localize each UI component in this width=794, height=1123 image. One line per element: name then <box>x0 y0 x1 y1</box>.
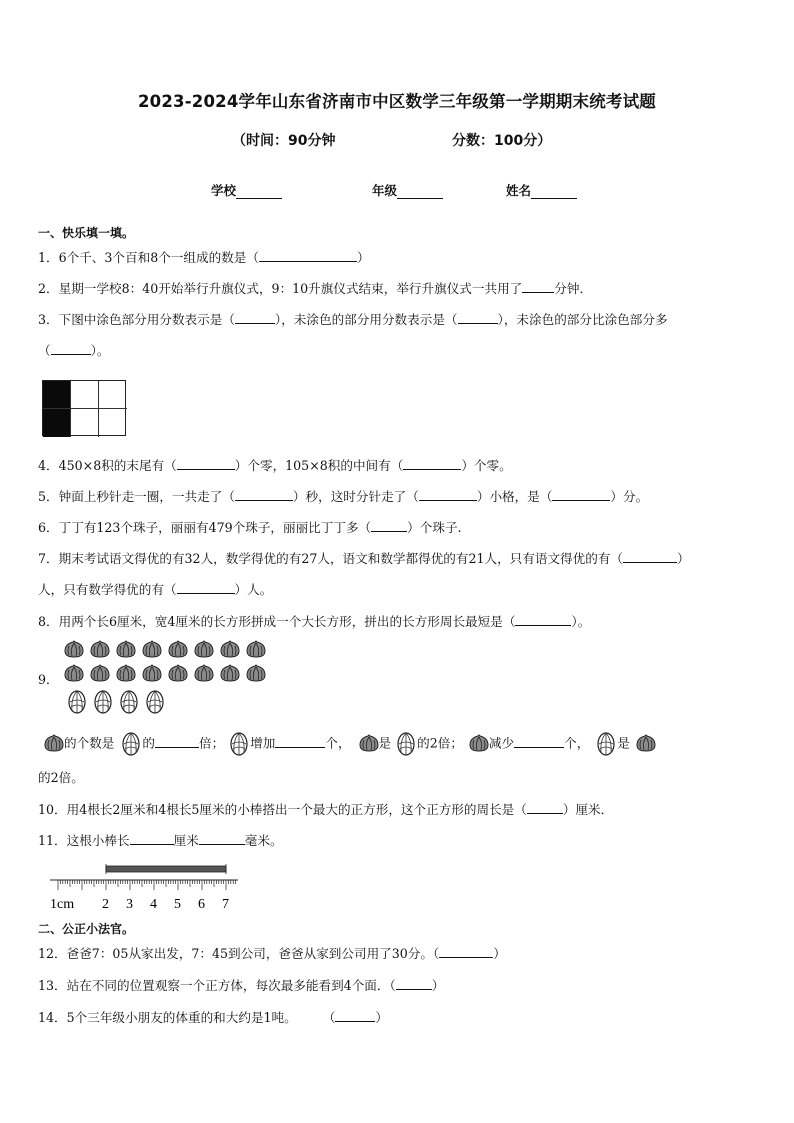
shell-icon <box>121 691 137 713</box>
garlic-icon <box>65 665 83 681</box>
answer-blank[interactable] <box>623 550 677 563</box>
garlic-icon <box>169 665 187 681</box>
shell-icon <box>147 691 163 713</box>
garlic-icon <box>221 641 239 657</box>
question-4: 4．450×8积的末尾有（ ）个零，105×8积的中间有（ ）个零。 <box>38 458 512 473</box>
answer-blank[interactable] <box>177 457 235 470</box>
section2-heading: 二、公正小法官。 <box>38 922 135 936</box>
answer-blank[interactable] <box>514 735 564 748</box>
ruler-unit: 1cm <box>50 897 75 912</box>
garlic-icon <box>195 665 213 681</box>
garlic-icon <box>143 665 161 681</box>
question-9-text: 的个数是 的 倍； 增加 个， 是 的2倍； 减少 个， 是 <box>44 732 656 756</box>
garlic-icon <box>117 641 135 657</box>
garlic-icon <box>247 665 265 681</box>
page-title: 2023-2024学年山东省济南市中区数学三年级第一学期期末统考试题 <box>138 92 656 111</box>
answer-blank[interactable] <box>130 832 174 845</box>
question-7: 7．期末考试语文得优的有32人，数学得优的有27人，语文和数学都得优的有21人，只有语文得优的有（ ） <box>38 551 690 566</box>
question-12: 12．爸爸7：05从家出发，7：45到公司，爸爸从家到公司用了30分。（ ） <box>38 946 506 961</box>
grid-cell-shaded <box>43 409 71 437</box>
answer-blank[interactable] <box>259 249 357 262</box>
grid-cell <box>99 381 127 409</box>
grade-label: 年级 <box>372 183 398 198</box>
garlic-icon <box>169 641 187 657</box>
name-field <box>506 181 577 199</box>
shell-icon <box>397 732 417 756</box>
question-2: 2．星期一学校8：40开始举行升旗仪式，9：10升旗仪式结束，举行升旗仪式一共用了 分钟． <box>38 281 593 296</box>
answer-blank[interactable] <box>51 342 91 355</box>
shell-icon <box>230 732 250 756</box>
question-14: 14．5个三年级小朋友的体重的和大约是1吨。 （ ） <box>38 1010 388 1025</box>
answer-blank[interactable] <box>552 488 610 501</box>
name-label: 姓名 <box>506 183 532 198</box>
garlic-icon <box>247 641 265 657</box>
question-1: 1．6个千、3个百和8个一组成的数是（ ） <box>38 250 370 265</box>
garlic-icon <box>91 641 109 657</box>
shell-icon <box>597 732 617 756</box>
answer-blank[interactable] <box>515 613 571 626</box>
garlic-icon <box>636 734 656 754</box>
answer-blank[interactable] <box>439 945 493 958</box>
answer-blank[interactable] <box>275 735 325 748</box>
school-field <box>211 181 282 199</box>
ruler-numbers <box>102 897 229 912</box>
ruler-number: 7 <box>222 897 229 912</box>
time-label: （时间：90分钟 <box>232 133 336 149</box>
garlic-icon <box>65 641 83 657</box>
question-7-cont: 人，只有数学得优的有（ ）人。 <box>38 582 273 597</box>
name-blank[interactable] <box>531 186 577 199</box>
question-9-number: 9． <box>38 672 59 687</box>
answer-blank[interactable] <box>177 581 235 594</box>
grade-blank[interactable] <box>397 186 443 199</box>
shell-icon <box>69 691 85 713</box>
garlic-icon <box>221 665 239 681</box>
garlic-icon <box>143 641 161 657</box>
ruler-ticks <box>58 880 236 890</box>
score-label: 分数：100分） <box>452 133 552 149</box>
shell-group <box>66 688 176 716</box>
garlic-group <box>62 638 272 686</box>
garlic-icon <box>359 734 379 754</box>
question-6: 6．丁丁有123个珠子，丽丽有479个珠子，丽丽比丁丁多（ ）个珠子. <box>38 520 462 535</box>
shell-icon <box>122 732 142 756</box>
question-8: 8．用两个长6厘米，宽4厘米的长方形拼成一个大长方形，拼出的长方形周长最短是（ ）。 <box>38 614 591 629</box>
ruler-number: 6 <box>198 897 205 912</box>
grid-cell <box>71 381 99 409</box>
grade-field <box>372 181 443 199</box>
question-13: 13．站在不同的位置观察一个正方体，每次最多能看到4个面．（ ） <box>38 978 445 993</box>
answer-blank[interactable] <box>235 311 275 324</box>
question-3: 3．下图中涂色部分用分数表示是（ ），未涂色的部分用分数表示是（ ），未涂色的部分比涂色部分多 <box>38 312 668 327</box>
school-label: 学校 <box>211 183 237 198</box>
answer-blank[interactable] <box>527 801 563 814</box>
answer-blank[interactable] <box>155 735 199 748</box>
garlic-icon <box>469 734 489 754</box>
ruler-number: 5 <box>174 897 181 912</box>
ruler-number: 4 <box>150 897 157 912</box>
answer-blank[interactable] <box>458 311 498 324</box>
grid-cell <box>71 409 99 437</box>
school-blank[interactable] <box>236 186 282 199</box>
answer-blank[interactable] <box>335 1009 375 1022</box>
answer-blank[interactable] <box>403 457 461 470</box>
answer-blank[interactable] <box>199 832 245 845</box>
grid-cell-shaded <box>43 381 71 409</box>
garlic-icon <box>195 641 213 657</box>
section1-heading: 一、快乐填一填。 <box>38 226 135 240</box>
fraction-grid <box>42 380 126 436</box>
question-10: 10．用4根长2厘米和4根长5厘米的小棒搭出一个最大的正方形，这个正方形的周长是（ ）厘米． <box>38 802 614 817</box>
answer-blank[interactable] <box>396 977 432 990</box>
question-5: 5．钟面上秒针走一圈，一共走了（ ）秒，这时分针走了（ ）小格，是（ ）分。 <box>38 489 649 504</box>
grid-cell <box>99 409 127 437</box>
question-11: 11．这根小棒长 厘米 毫米。 <box>38 833 283 848</box>
question-3-cont: （ ）。 <box>38 343 110 358</box>
answer-blank[interactable] <box>235 488 293 501</box>
ruler-number: 3 <box>126 897 133 912</box>
shell-icon <box>95 691 111 713</box>
answer-blank[interactable] <box>419 488 477 501</box>
answer-blank[interactable] <box>371 519 407 532</box>
question-9-cont: 的2倍。 <box>38 770 84 785</box>
ruler-figure <box>48 862 240 914</box>
garlic-icon <box>117 665 135 681</box>
stick <box>106 866 226 872</box>
garlic-icon <box>91 665 109 681</box>
ruler-number: 2 <box>102 897 109 912</box>
answer-blank[interactable] <box>522 280 554 293</box>
garlic-icon <box>44 734 64 754</box>
